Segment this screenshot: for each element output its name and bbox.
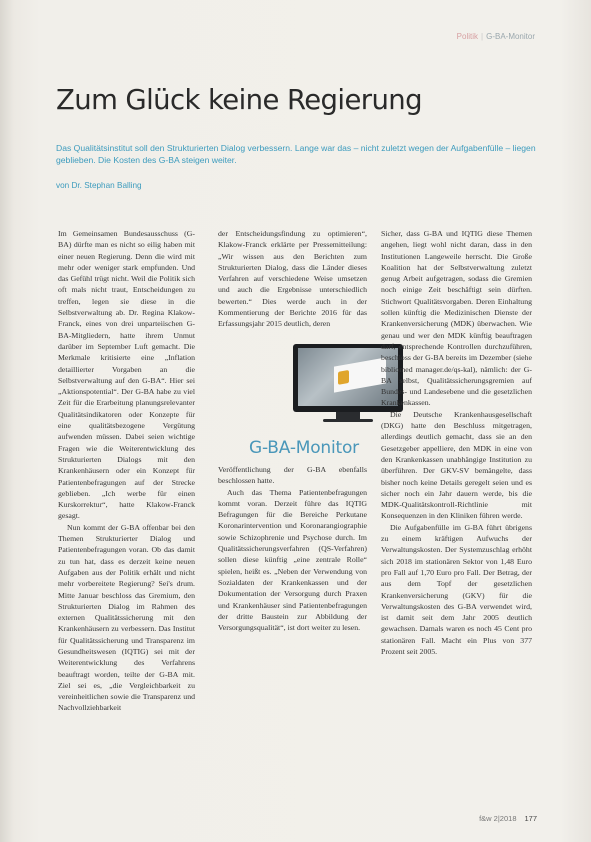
byline: von Dr. Stephan Balling xyxy=(56,181,142,190)
rubric-separator: | xyxy=(481,32,484,41)
column-3-paragraph: Die Aufgabenfülle im G-BA führt übrigens zu einem kräftigen Aufwuchs der Verwaltungskosten. Der Systemzuschlag erhöht sich 2018 im stationären Sektor von 1,48 Euro pro Fall auf 1,70 Euro pro Fall. Der Betrag, der aus dem Topf der gesetzlichen Krankenversicherung (GKV) für die Verwaltungskosten des G-BA verwendet wird, ist damit seit dem Jahr 2005 deutlich gewachsen. Damals waren es noch 45 Cent pro stationären Fall. Macht ein Plus von 377 Prozent seit 2005. xyxy=(381,522,532,656)
column-2-bottom xyxy=(218,464,367,778)
column-1-paragraph: Im Gemeinsamen Bundesausschuss (G-BA) dürfte man es nicht so eilig haben mit einer neuen Regierung. Denn die wird mit mehr oder weniger stark empfunden. Und das Gefühl trügt nicht. Weil die Politik sich oft mals nicht traut, Entscheidungen zu treffen, legen sie diese in die Selbstverwaltung ab. Dr. Regina Klakow-Franck, eines von drei unparteiischen G-BA-Mitgliedern, hatte ihrem Unmut darüber im September Luft gemacht. Die Merkmale kritisierte eine „Inflation detaillierter Vorgaben an die Selbstverwaltung auf den G-BA“. Hier sei „Aktionspotential“. Der G-BA habe zu viel Zeit für die Erarbeitung planungsrelevanter Qualitätsindikatoren oder Konzepte für eine qualitätsbezogene Vergütung aufwenden müssen. Dabei seien wichtige Fragen wie die Weiterentwicklung des Strukturierten Dialogs mit den Krankenhäusern oder ein Konzept für Patientenbefragungen auf der Strecke geblieben. „Ich werbe für einen Kurskorrektur“, hatte Klakow-Franck gesagt. xyxy=(58,229,195,521)
column-3-paragraph: Sicher, dass G-BA und IQTIG diese Themen angehen, liegt wohl nicht daran, dass in den Institutionen Langeweile herrscht. Die Große Koalition hat der Selbstverwaltung zuletzt genug Arbeit aufgetragen, sodass die Gremien noch einige Zeit beschäftigt sein dürften. Stichwort Qualitätsvorgaben. Deren Einhaltung sollen künftig die Medizinischen Dienste der Krankenversicherung (MDK) überwachen. Wie genau und wer den MDK künftig beauftragen darf, entsprechende Kontrollen durchzuführen, beschloss der G-BA bereits im Dezember (siehe bibliomed manager.de/qs-kal), nämlich: der G-BA selbst, Qualitätssicherungsgremien auf Bundes- und Landesebene und die gesetzlichen Krankenkassen. xyxy=(381,229,532,408)
rubric-subsection: G-BA-Monitor xyxy=(486,32,535,41)
column-3 xyxy=(381,228,532,778)
column-2-paragraph: Veröffentlichung der G-BA ebenfalls beschlossen hatte. xyxy=(218,465,367,486)
column-2-paragraph: der Entscheidungsfindung zu optimieren“, Klakow-Franck erklärte per Pressemitteilung: „Wir wissen aus den Berichten zum Strukturierten Dialog, dass die Länder dieses Verfahren auf verschiedene Weise umsetzen und auch die Ergebnisse unterschiedlich bewerten.“ Dies werde auch in der Kommentierung der Berichte 2016 für das Erfassungsjahr 2015 deutlich, deren xyxy=(218,229,367,329)
g-ba-monitor-label: G-BA-Monitor xyxy=(249,438,359,458)
g-ba-logo-sign-icon xyxy=(334,357,386,392)
page-footer xyxy=(479,814,537,823)
page-number: 177 xyxy=(524,814,537,823)
column-2-paragraph: Auch das Thema Patientenbefragungen kommt voran. Derzeit führe das IQTIG Befragungen für die Bereiche Perkutane Koronarintervention und Koronarangiographie sowie Schizophrenie und Psychose durch. Im Qualitätssicherungsverfahren (QS-Verfahren) sollen diese künftig „eine zentrale Rolle“ spielen, heißt es. „Neben der Verwendung von Sozialdaten der Krankenkassen und der Dokumentation der Versorgung durch Praxen und Krankenhäuser sind Patientenbefragungen der dritte Baustein zur Abbildung der Versorgungsqualität“, ist dort weiter zu lesen. xyxy=(218,487,367,633)
g-ba-logo-mark-icon xyxy=(338,370,349,385)
rubric xyxy=(457,32,535,41)
rubric-section: Politik xyxy=(456,32,479,41)
column-1-paragraph: Nun kommt der G-BA offenbar bei den Themen Strukturierter Dialog und Patientenbefragungen voran. Ob das damit zu tun hat, dass es derzeit keine neuen Aufgaben aus der Politik erhält und nicht mehr vorbereitete Regierung? Sei's drum. Mitte Januar beschloss das Gremium, den Strukturierten Dialog im Rahmen des externen Qualitätssicherung mit den Krankenhäusern zu verbessern. Das Institut für Qualitätssicherung und Transparenz im Gesundheitswesen (IQTIG) sei mit der Weiterentwicklung des Verfahrens beauftragt worden, teilte der G-BA mit. Ziel sei es, „die Vergleichbarkeit zu vereinheitlichen sowie die Transparenz und Nachvollziehbarkeit xyxy=(58,522,195,713)
publication-name: f&w 2|2018 xyxy=(479,814,517,823)
g-ba-monitor-graphic xyxy=(205,338,383,464)
monitor-base xyxy=(323,419,373,422)
column-3-paragraph: Die Deutsche Krankenhausgesellschaft (DKG) hatte den Beschluss mitgetragen, allerdings deutlich gemacht, dass sie an den Gesetzgeber appelliere, den MDK in eine von den Krankenkassen unabhängige Institution zu überführen. Der GKV-SV bemängelte, dass bisher noch keine Details geregelt seien und es sicher noch ein Jahr dauern werde, bis die MDK-Qualitätskontroll-Richtlinie mit Konsequenzen in den Kliniken führen werde. xyxy=(381,409,532,521)
column-2-top xyxy=(218,228,367,348)
column-1 xyxy=(58,228,195,778)
lead-paragraph: Das Qualitätsinstitut soll den Strukturierten Dialog verbessern. Lange war das – nicht zuletzt wegen der Aufgabenfülle – liegen geblieben. Die Kosten des G-BA steigen weiter. xyxy=(56,143,536,165)
headline: Zum Glück keine Regierung xyxy=(56,84,422,116)
